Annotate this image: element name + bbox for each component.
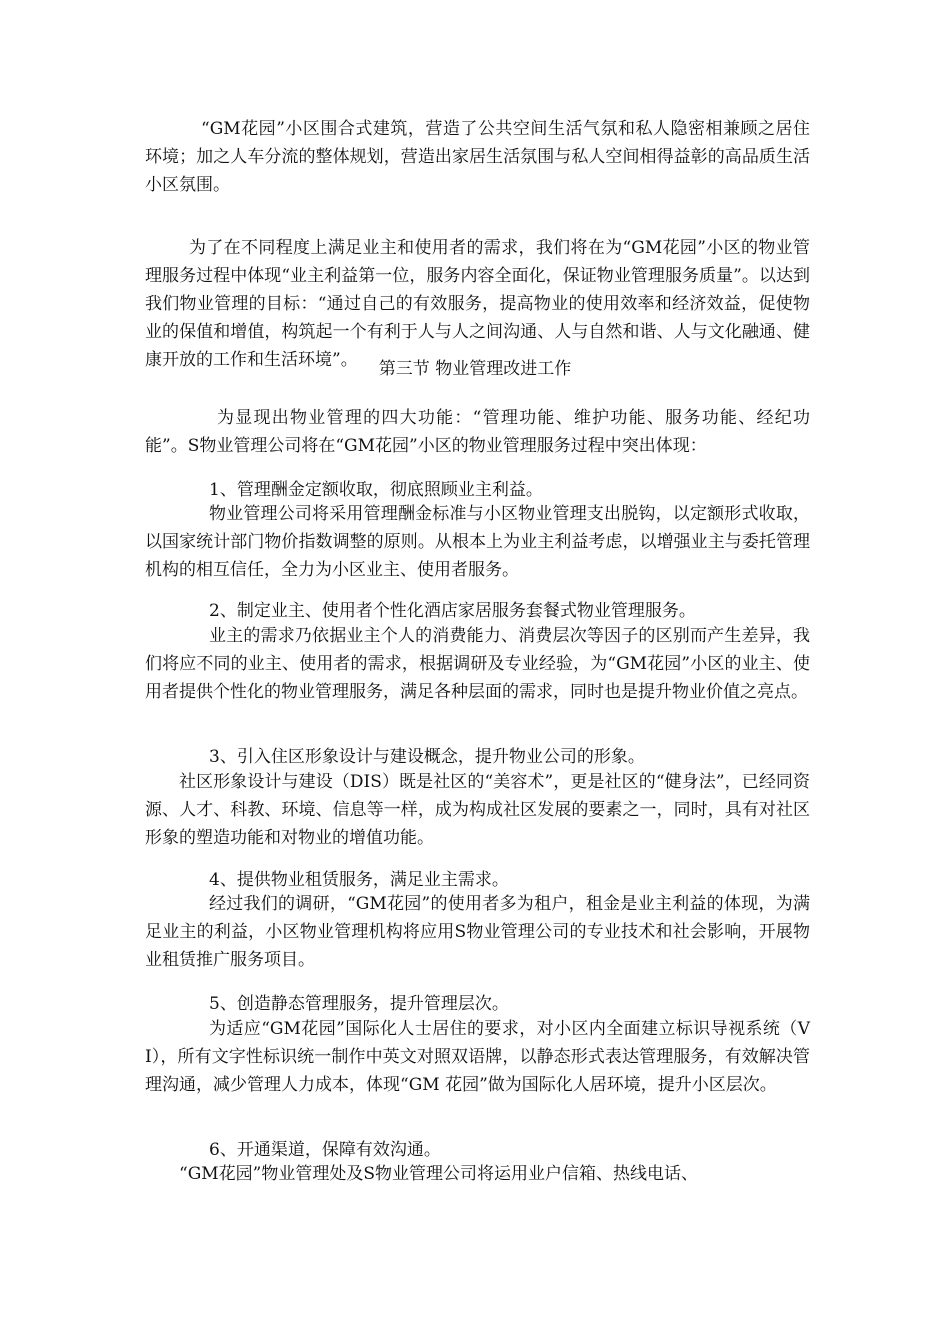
item-5-body: 为适应“GM花园”国际化人士居住的要求，对小区内全面建立标识导视系统（VI），所有文字性标识统一制作中英文对照双语牌，以静态形式表达管理服务，有效解决管理沟通，减少管理人力成本，体现“GM 花园”做为国际化人居环境，提升小区层次。 bbox=[145, 1019, 810, 1095]
intro-paragraph-2: 为了在不同程度上满足业主和使用者的需求，我们将在为“GM花园”小区的物业管理服务过程中体现“业主利益第一位，服务内容全面化，保证物业管理服务质量”。以达到我们物业管理的目标：“通过自己的有效服务，提高物业的使用效率和经济效益，促使物业的保值和增值，构筑起一个有利于人与人之间沟通、人与自然和谐、人与文化融通、健康开放的工作和生活环境”。 bbox=[145, 238, 810, 370]
intro-paragraph-1: “GM花园”小区围合式建筑，营造了公共空间生活气氛和私人隐密相兼顾之居住环境；加之人车分流的整体规划，营造出家居生活氛围与私人空间相得益彰的高品质生活小区氛围。 bbox=[145, 119, 810, 195]
section-heading: 第三节 物业管理改进工作 bbox=[378, 359, 572, 379]
item-4-title: 4、提供物业租赁服务，满足业主需求。 bbox=[209, 870, 509, 890]
item-1-body: 物业管理公司将采用管理酬金标准与小区物业管理支出脱钩，以定额形式收取，以国家统计部门物价指数调整的原则。从根本上为业主利益考虑，以增强业主与委托管理机构的相互信任，全力为小区业主、使用者服务。 bbox=[145, 504, 810, 580]
item-2-title: 2、制定业主、使用者个性化酒店家居服务套餐式物业管理服务。 bbox=[209, 601, 696, 621]
item-1-title: 1、管理酬金定额收取，彻底照顾业主利益。 bbox=[209, 480, 543, 500]
item-3-title: 3、引入住区形象设计与建设概念，提升物业公司的形象。 bbox=[209, 747, 645, 767]
section-intro-paragraph: 为显现出物业管理的四大功能：“管理功能、维护功能、服务功能、经纪功能”。S物业管理公司将在“GM花园”小区的物业管理服务过程中突出体现： bbox=[145, 408, 810, 456]
item-3-body: 社区形象设计与建设（DIS）既是社区的“美容术”，更是社区的“健身法”，已经同资源、人才、科教、环境、信息等一样，成为构成社区发展的要素之一，同时，具有对社区形象的塑造功能和对物业的增值功能。 bbox=[145, 772, 810, 848]
item-5-title: 5、创造静态管理服务，提升管理层次。 bbox=[209, 994, 509, 1014]
item-6-title: 6、开通渠道，保障有效沟通。 bbox=[209, 1140, 441, 1160]
item-4-body: 经过我们的调研，“GM花园”的使用者多为租户，租金是业主利益的体现，为满足业主的利益，小区物业管理机构将应用S物业管理公司的专业技术和社会影响，开展物业租赁推广服务项目。 bbox=[145, 894, 810, 970]
item-2-body: 业主的需求乃依据业主个人的消费能力、消费层次等因子的区别而产生差异，我们将应不同的业主、使用者的需求，根据调研及专业经验，为“GM花园”小区的业主、使用者提供个性化的物业管理服务，满足各种层面的需求，同时也是提升物业价值之亮点。 bbox=[145, 626, 810, 702]
item-6-body: “GM花园”物业管理处及S物业管理公司将运用业户信箱、热线电话、 bbox=[179, 1164, 699, 1184]
